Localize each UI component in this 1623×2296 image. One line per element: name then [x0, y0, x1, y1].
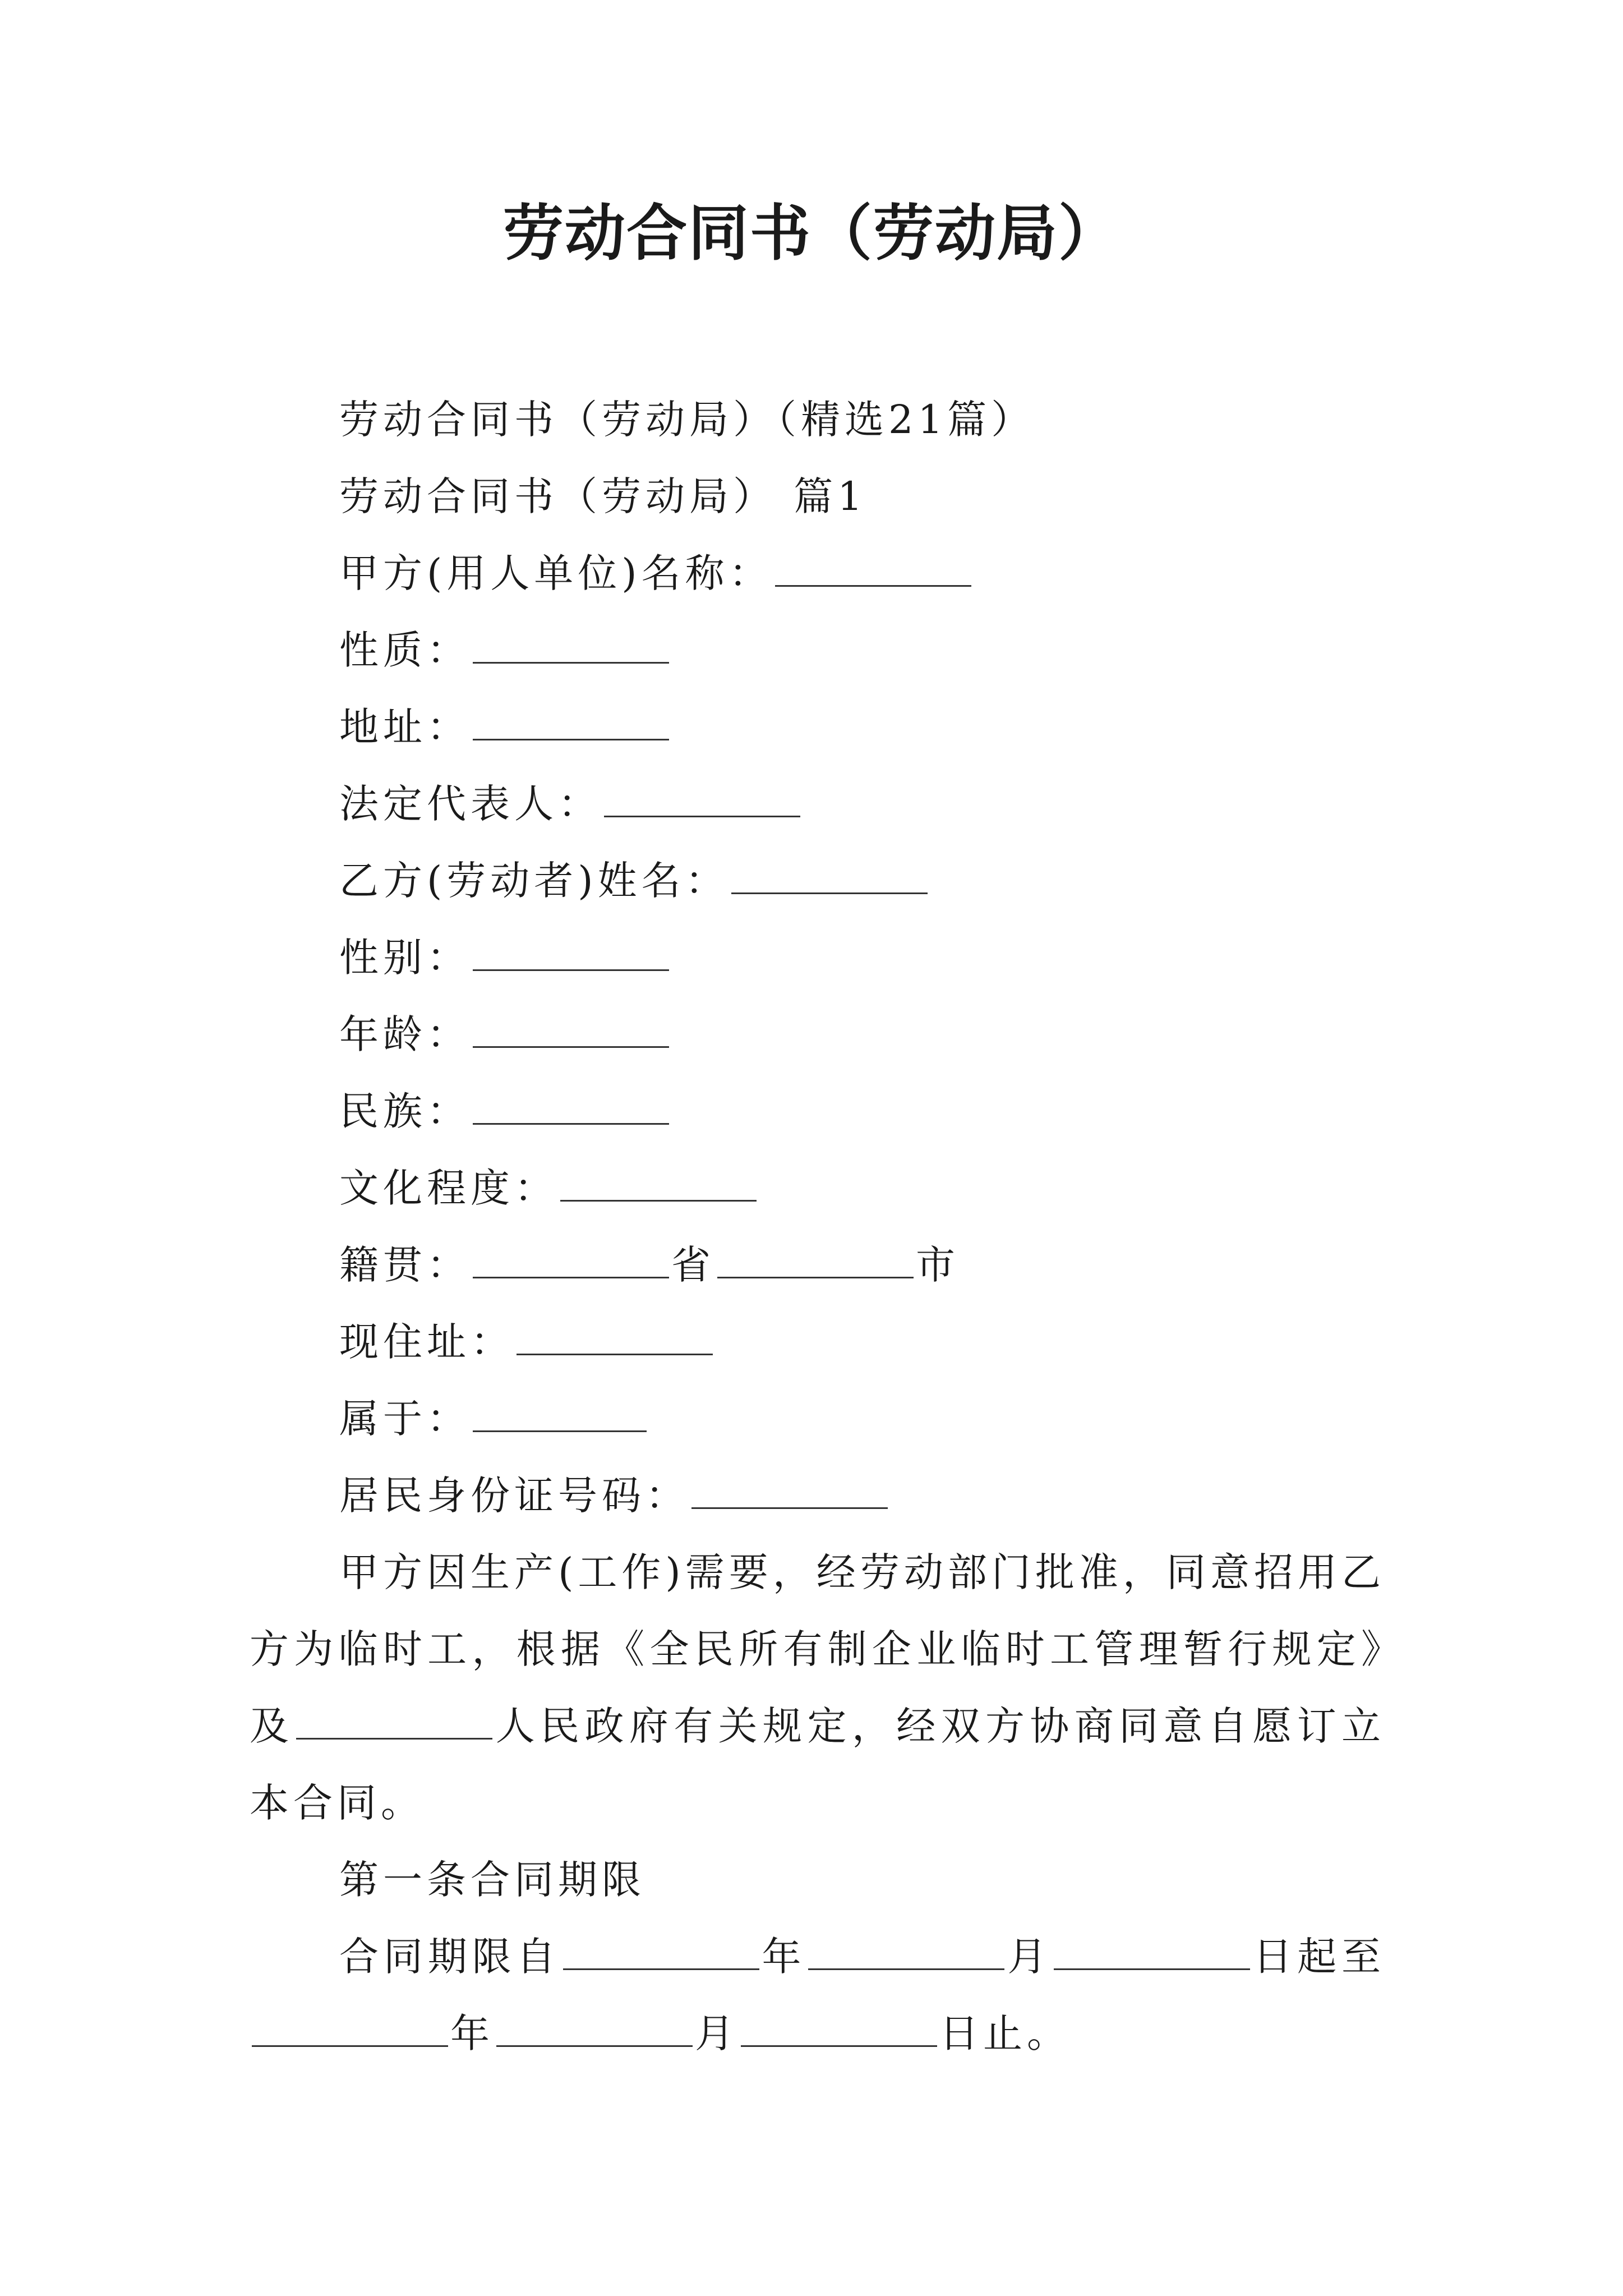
gender-blank[interactable]: [473, 935, 669, 971]
start-day-label: 日起至: [1252, 1934, 1386, 1980]
province-blank[interactable]: [473, 1242, 669, 1278]
address-blank[interactable]: [473, 704, 669, 740]
end-month-label: 月: [695, 2010, 739, 2056]
party-a-name-label: 甲方(用人单位)名称：: [339, 550, 773, 596]
gender-label: 性别：: [339, 935, 471, 981]
nature-label: 性质：: [339, 627, 471, 673]
education-blank[interactable]: [560, 1165, 757, 1202]
end-year-label: 年: [450, 2010, 494, 2056]
age-label: 年龄：: [339, 1011, 471, 1057]
subtitle-line: 劳动合同书（劳动局）（精选21篇）: [339, 397, 1035, 443]
address-line: [250, 689, 1385, 766]
province-label: 省: [671, 1242, 715, 1288]
document-body: [250, 381, 1385, 2072]
belongs-to-blank[interactable]: [473, 1396, 647, 1432]
party-b-name-label: 乙方(劳动者)姓名：: [339, 858, 729, 904]
start-month-label: 月: [1007, 1934, 1052, 1980]
document-title: 劳动合同书（劳动局）: [502, 199, 1120, 269]
ethnicity-label: 民族：: [339, 1088, 471, 1134]
end-month-blank[interactable]: [496, 2010, 693, 2047]
legal-rep-blank[interactable]: [604, 781, 800, 817]
city-blank[interactable]: [717, 1242, 914, 1278]
start-year-blank[interactable]: [563, 1934, 759, 1970]
nature-line: [250, 612, 1385, 689]
belongs-to-line: [250, 1381, 1385, 1457]
start-year-label: 年: [761, 1934, 806, 1980]
address-label: 地址：: [339, 704, 471, 750]
party-b-name-line: [250, 843, 1385, 919]
end-day-blank[interactable]: [741, 2010, 937, 2047]
intro-part2: 人民政府有关规定，经双方协商同意自愿订立本合同。: [250, 1703, 1386, 1826]
native-place-line: [250, 1227, 1385, 1304]
current-address-label: 现住址：: [339, 1319, 514, 1365]
id-number-label: 居民身份证号码：: [339, 1473, 689, 1519]
end-year-blank[interactable]: [252, 2010, 448, 2047]
legal-rep-label: 法定代表人：: [339, 781, 602, 827]
party-a-name-line: [250, 535, 1385, 612]
party-b-name-blank[interactable]: [731, 858, 928, 894]
belongs-to-label: 属于：: [339, 1396, 471, 1442]
party-a-name-blank[interactable]: [775, 550, 971, 587]
education-label: 文化程度：: [339, 1165, 558, 1211]
section-heading: 劳动合同书（劳动局） 篇1: [339, 473, 867, 519]
intro-part1: 甲方因生产(工作)需要，经劳动部门批准，同意招用乙方为临时工，根据《全民所有制企业临时工管理暂行规定》及: [250, 1549, 1385, 1749]
intro-paragraph: [250, 1534, 1385, 1842]
current-address-line: [250, 1304, 1385, 1381]
start-month-blank[interactable]: [808, 1934, 1004, 1970]
term-start-label: 合同期限自: [339, 1934, 561, 1980]
legal-rep-line: [250, 766, 1385, 843]
government-blank[interactable]: [296, 1703, 492, 1740]
end-day-label: 日止。: [939, 2010, 1071, 2056]
current-address-blank[interactable]: [517, 1319, 713, 1355]
article-1-title: 第一条合同期限: [339, 1857, 645, 1903]
age-blank[interactable]: [473, 1011, 669, 1048]
city-label: 市: [916, 1242, 960, 1288]
age-line: [250, 996, 1385, 1073]
term-paragraph: [250, 1918, 1385, 2072]
id-number-blank[interactable]: [691, 1473, 888, 1509]
native-place-label: 籍贯：: [339, 1242, 471, 1288]
id-number-line: [250, 1457, 1385, 1534]
start-day-blank[interactable]: [1054, 1934, 1250, 1970]
ethnicity-line: [250, 1073, 1385, 1150]
nature-blank[interactable]: [473, 627, 669, 664]
ethnicity-blank[interactable]: [473, 1088, 669, 1125]
gender-line: [250, 919, 1385, 996]
education-line: [250, 1150, 1385, 1227]
